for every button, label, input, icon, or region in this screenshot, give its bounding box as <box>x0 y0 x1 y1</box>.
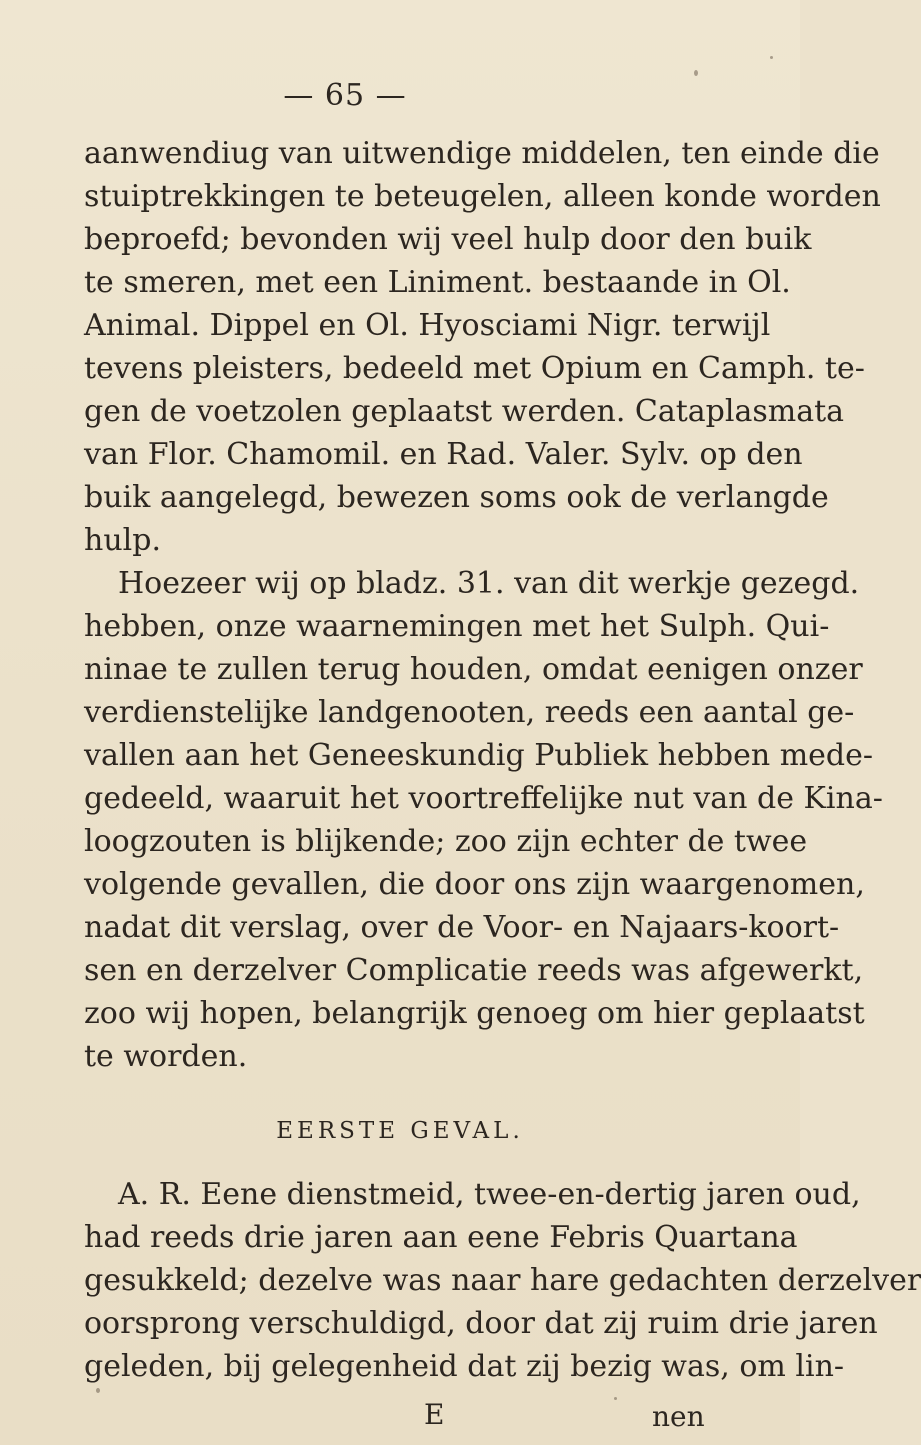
text-line: loogzouten is blijkende; zoo zijn echter de twee <box>84 824 808 859</box>
text-line: tevens pleisters, bedeeld met Opium en Camph. te- <box>84 351 865 386</box>
text-line: beproefd; bevonden wij veel hulp door den buik <box>84 222 812 257</box>
catchword: nen <box>652 1400 705 1433</box>
text-line: ninae te zullen terug houden, omdat eenigen onzer <box>84 652 863 687</box>
paragraph-start: A. R. Eene dienstmeid, twee-en-dertig jaren oud, <box>118 1177 861 1212</box>
text-line: Animal. Dippel en Ol. Hyosciami Nigr. terwijl <box>84 308 771 343</box>
paragraph-start: Hoezeer wij op bladz. 31. van dit werkje gezegd. <box>118 566 860 601</box>
text-line: gen de voetzolen geplaatst werden. Cataplasmata <box>84 394 845 429</box>
text-line: buik aangelegd, bewezen soms ook de verlangde <box>84 480 829 515</box>
text-line: te smeren, met een Liniment. bestaande in Ol. <box>84 265 791 300</box>
paper-speck <box>614 1397 617 1400</box>
paper-speck <box>96 1388 100 1393</box>
text-line: vallen aan het Geneeskundig Publiek hebben mede- <box>84 738 873 773</box>
text-line-end: hulp. <box>84 523 161 558</box>
paper-speck <box>694 70 698 76</box>
text-line: gesukkeld; dezelve was naar hare gedachten derzelver <box>84 1263 921 1298</box>
text-line: stuiptrekkingen te beteugelen, alleen konde worden <box>84 179 881 214</box>
text-line: oorsprong verschuldigd, door dat zij ruim drie jaren <box>84 1306 878 1341</box>
text-line: had reeds drie jaren aan eene Febris Quartana <box>84 1220 798 1255</box>
text-line: gedeeld, waaruit het voortreffelijke nut van de Kina- <box>84 781 883 816</box>
text-line: volgende gevallen, die door ons zijn waargenomen, <box>84 867 865 902</box>
text-line: hebben, onze waarnemingen met het Sulph. Qui- <box>84 609 830 644</box>
text-line: van Flor. Chamomil. en Rad. Valer. Sylv. op den <box>84 437 803 472</box>
text-line: aanwendiug van uitwendige middelen, ten einde die <box>84 136 880 171</box>
text-line: geleden, bij gelegenheid dat zij bezig was, om lin- <box>84 1349 845 1384</box>
page-number: — 65 — <box>283 78 407 113</box>
text-line: zoo wij hopen, belangrijk genoeg om hier geplaatst <box>84 996 865 1031</box>
signature-mark: E <box>424 1398 445 1431</box>
text-line-end: te worden. <box>84 1039 248 1074</box>
text-line: sen en derzelver Complicatie reeds was afgewerkt, <box>84 953 864 988</box>
text-line: nadat dit verslag, over de Voor- en Najaars-koort- <box>84 910 840 945</box>
text-line: verdienstelijke landgenooten, reeds een aantal ge- <box>84 695 855 730</box>
paper-speck <box>770 56 773 59</box>
section-heading: EERSTE GEVAL. <box>276 1118 524 1144</box>
